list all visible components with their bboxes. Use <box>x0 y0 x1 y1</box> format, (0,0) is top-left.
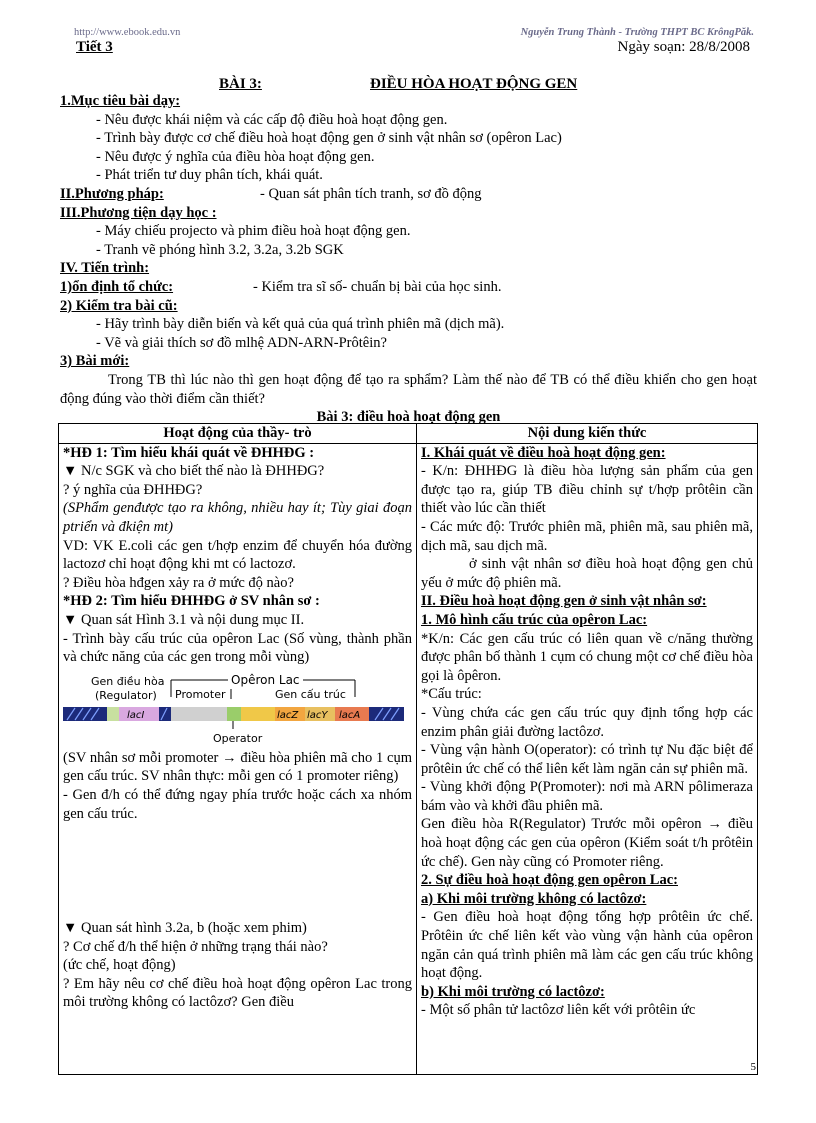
lesson-period: Tiết 3 <box>76 39 113 55</box>
content-line: - Vùng vận hành O(operator): có trình tự Nu đặc biệt để prôtêin ức chế có thể liên kết làm ngăn cản sự phiên mã. <box>421 742 753 777</box>
content-line: - Các mức độ: Trước phiên mã, phiên mã, sau phiên mã, dịch mã, sau dịch mã. <box>421 518 753 554</box>
activity-line: ▼ Quan sát hình 3.2a, b (hoặc xem phim) <box>63 920 307 937</box>
new-lesson-heading: 3) Bài mới: <box>60 353 130 370</box>
objective-item: - Trình bày được cơ chế điều hoà hoạt động gen ở sinh vật nhân sơ (opêron Lac) <box>96 130 562 147</box>
table-title: Bài 3: điều hoà hoạt động gen <box>316 409 501 426</box>
content-line: - Một số phân tử lactôzơ liên kết với prôtêin ức <box>421 1002 696 1019</box>
lesson-table <box>58 423 758 1075</box>
column-header-content: Nội dung kiến thức <box>417 424 758 444</box>
objectives-heading: 1.Mục tiêu bài dạy: <box>60 93 181 109</box>
diagram-operator-label: Operator <box>213 731 263 745</box>
content-line: - Vùng chứa các gen cấu trúc quy định tổng hợp các enzim phân giải đường lactôzơ. <box>421 704 753 740</box>
operator-region <box>227 707 241 721</box>
activity-line: ? Điều hòa hđgen xảy ra ở mức độ nào? <box>63 574 294 591</box>
lesson-plan-body <box>60 92 757 427</box>
section-2-heading: II. Điều hoà hoạt động gen ở sinh vật nhân sơ: <box>421 593 707 610</box>
content-cell <box>417 443 758 1074</box>
operon-lac-diagram <box>63 671 412 749</box>
organization-text: - Kiểm tra sĩ số- chuẩn bị bài của học sinh. <box>253 278 502 295</box>
header-url[interactable]: http://www.ebook.edu.vn <box>74 27 181 38</box>
objective-item: - Nêu được ý nghĩa của điều hòa hoạt động gen. <box>96 148 375 165</box>
section-2-2a-heading: a) Khi môi trường không có lactôzơ: <box>421 890 647 907</box>
diagram-regulator-label: Gen điều hòa <box>91 674 165 688</box>
content-line: - K/n: ĐHHĐG là điều hòa lượng sản phẩm của gen được tạo ra, giúp TB điều chỉnh sự t/hợp prôtêin cần thiết vào lúc cần thiết <box>421 463 753 517</box>
diagram-regulator-sub: (Regulator) <box>95 688 157 702</box>
section-2-2b-heading: b) Khi môi trường có lactôzơ: <box>421 983 605 1000</box>
section-2-2-heading: 2. Sự điều hoà hoạt động gen opêron Lac: <box>421 872 678 889</box>
review-heading: 2) Kiểm tra bài cũ: <box>60 297 178 314</box>
activity-line: ? Cơ chế đ/h thể hiện ở những trạng thái nào? <box>63 938 328 955</box>
activity-line: ? Em hãy nêu cơ chế điều hoà hoạt động opêron Lac trong môi trường không có lactôzơ? Gen điều <box>63 975 412 1011</box>
review-item: - Vẽ và giải thích sơ đồ mlhệ ADN-ARN-Prôtêin? <box>96 334 387 351</box>
activity-line: ▼ N/c SGK và cho biết thế nào là ĐHHĐG? <box>63 463 325 480</box>
section-1-heading: I. Khái quát về điều hoà hoạt động gen: <box>421 444 666 461</box>
diagram-promoter-label: Promoter <box>175 687 226 701</box>
operon-diagram-svg <box>63 671 404 749</box>
activity-line: (SV nhân sơ mỗi promoter → điều hòa phiên mã cho 1 cụm gen cấu trúc. SV nhân thực: mỗi gen có 1 promoter riêng) <box>63 749 412 785</box>
content-line: ở sinh vật nhân sơ điều hoà hoạt động gen chủ yếu ở mức độ phiên mã. <box>421 556 753 591</box>
new-lesson-intro: Trong TB thì lúc nào thì gen hoạt động để tạo ra sphẩm? Làm thế nào để TB có thể điều khiển cho gen hoạt động đúng vào thời điểm cần thiết? <box>60 371 757 407</box>
method-row <box>60 185 757 204</box>
activity-line: - Gen đ/h có thể đứng ngay phía trước hoặc cách xa nhóm gen cấu trúc. <box>63 786 412 822</box>
prep-date: Ngày soạn: 28/8/2008 <box>617 39 750 55</box>
objective-item: - Phát triển tư duy phân tích, khái quát. <box>96 167 323 184</box>
activity-2-heading: *HĐ 2: Tìm hiểu ĐHHĐG ở SV nhân sơ : <box>63 593 320 610</box>
review-item: - Hãy trình bày diễn biến và kết quả của quá trình phiên mã (dịch mã). <box>96 316 505 333</box>
organization-heading: 1)ổn định tổ chức: <box>60 278 174 295</box>
header-author: Nguyễn Trung Thành - Trường THPT BC KrôngPăk. <box>520 27 754 38</box>
diagram-operon-label: Opêron Lac <box>231 672 300 687</box>
content-line: - Vùng khởi động P(Promoter): nơi mà ARN pôlimeraza bám vào và khởi đầu phiên mã. <box>421 779 753 814</box>
content-line: Gen điều hòa R(Regulator) Trước mỗi opêron → điều hoà hoạt động các gen của opêron (Kiểm soát t/h prôtêin ức chế). Gen này cũng có Promoter riêng. <box>421 816 753 870</box>
activities-cell <box>59 443 417 1074</box>
method-text: - Quan sát phân tích tranh, sơ đồ động <box>260 185 482 202</box>
activity-line: (ức chế, hoạt động) <box>63 957 176 974</box>
content-line: *Cấu trúc: <box>421 686 482 703</box>
laci-label: lacI <box>127 709 145 721</box>
section-2-1-heading: 1. Mô hình cấu trúc của opêron Lac: <box>421 611 648 628</box>
activity-line: (SPhẩm genđược tạo ra không, nhiều hay ít; Tùy giai đoạn ptriển và đkiện mt) <box>63 500 412 535</box>
materials-item: - Máy chiếu projecto và phim điều hoà hoạt động gen. <box>96 223 411 240</box>
page-number: 5 <box>750 1061 756 1073</box>
lacz-label: lacZ <box>277 709 299 721</box>
content-line: *K/n: Các gen cấu trúc có liên quan về c/năng thường được phân bố thành 1 cụm có chung một cơ chế điều hòa gọi là ôpêron. <box>421 630 753 684</box>
activity-line: ? ý nghĩa của ĐHHĐG? <box>63 481 203 498</box>
lesson-title: ĐIỀU HÒA HOẠT ĐỘNG GEN <box>370 76 578 92</box>
materials-heading: III.Phương tiện dạy học : <box>60 204 217 221</box>
lacy-label: lacY <box>307 709 328 721</box>
activity-line: ▼ Quan sát Hình 3.1 và nội dung mục II. <box>63 611 305 628</box>
column-header-activities: Hoạt động của thầy- trò <box>59 424 417 444</box>
organization-row <box>60 278 757 297</box>
content-line: - Gen điều hoà hoạt động tổng hợp prôtêin ức chế. Prôtêin ức chế liên kết vào vùng vận hành của opêron ngăn cản quá trình phiên mã làm các gen cấu trúc không hoạt động. <box>421 909 753 982</box>
procedure-heading: IV. Tiến trình: <box>60 260 150 277</box>
laca-label: lacA <box>339 709 361 721</box>
lesson-number: BÀI 3: <box>219 76 262 92</box>
objective-item: - Nêu được khái niệm và các cấp độ điều hoà hoạt động gen. <box>96 111 448 128</box>
materials-item: - Tranh vẽ phóng hình 3.2, 3.2a, 3.2b SGK <box>96 241 344 258</box>
activity-line: VD: VK E.coli các gen t/hợp enzim để chuyển hóa đường lactozơ chỉ hoạt động khi mt có lactozơ. <box>63 537 412 573</box>
activity-1-heading: *HĐ 1: Tìm hiểu khái quát về ĐHHĐG : <box>63 444 315 461</box>
diagram-structural-label: Gen cấu trúc <box>275 687 346 701</box>
method-heading: II.Phương pháp: <box>60 185 164 202</box>
activity-line: - Trình bày cấu trúc của opêron Lac (Số vùng, thành phần và chức năng của các gen trong mỗi vùng) <box>63 630 412 666</box>
